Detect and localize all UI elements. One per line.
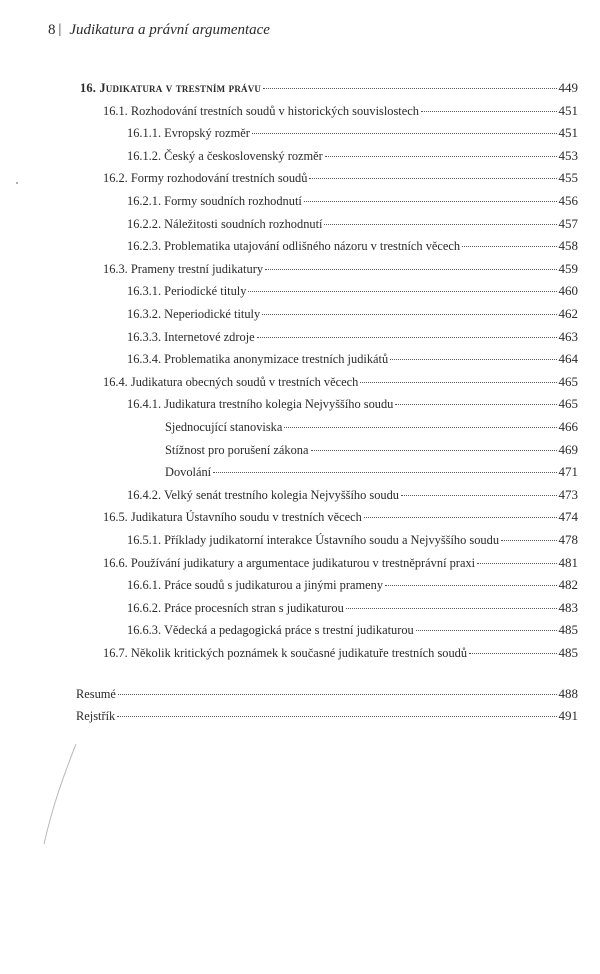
toc-entry (165, 419, 578, 435)
toc-entry-label: 16.2.3. Problematika utajování odlišného názoru v trestních věcech (127, 239, 461, 254)
toc-entry-label: 16. Judikatura v trestním právu (80, 81, 262, 95)
dot-leader (117, 716, 556, 717)
toc-entry (127, 125, 578, 141)
toc-entry-label: 16.4.1. Judikatura trestního kolegia Nejvyššího soudu (127, 397, 394, 412)
toc-entry (103, 645, 578, 661)
dot-leader (248, 291, 556, 292)
toc-entry (127, 283, 578, 299)
toc-entry-page: 485 (558, 622, 578, 638)
toc-entry-page: 478 (558, 532, 578, 547)
toc-entry (127, 532, 578, 548)
toc-entry (103, 374, 578, 390)
dot-leader (390, 359, 556, 360)
toc-entry (127, 193, 578, 209)
toc-entry-label: 16.3. Prameny trestní judikatury (103, 261, 264, 276)
toc-entry-label: 16.1.1. Evropský rozměr (127, 126, 250, 141)
dot-leader (395, 404, 556, 405)
toc-entry-label: 16.2.2. Náležitosti soudních rozhodnutí (127, 216, 323, 231)
dot-leader (252, 133, 557, 134)
toc-entry-page: 474 (558, 509, 578, 525)
toc-entry-page: 463 (558, 328, 578, 344)
toc-entry (127, 238, 578, 254)
toc-entry-page: 465 (558, 396, 578, 412)
toc-entry-label: 16.6.1. Práce soudů s judikaturou a jinými prameny (127, 578, 384, 593)
toc-entry (103, 555, 578, 571)
dot-leader (325, 156, 557, 157)
toc-entry-label: 16.5. Judikatura Ústavního soudu v trestních věcech (103, 510, 362, 525)
toc-entry-page: 473 (558, 486, 578, 502)
book-title: Judikatura a právní argumentace (69, 22, 270, 38)
toc-entry-page: 469 (558, 441, 578, 457)
toc-entry-page: 457 (558, 215, 578, 231)
toc-entry-page: 483 (558, 599, 578, 615)
toc-entry-label: 16.1.2. Český a československý rozměr (127, 148, 323, 163)
toc-entry-page: 459 (558, 260, 578, 276)
toc-entry-label: 16.3.4. Problematika anonymizace trestních judikátů (127, 352, 389, 367)
toc-entry-page: 449 (558, 80, 578, 95)
toc-entry-label: 16.2.1. Formy soudních rozhodnutí (127, 194, 302, 208)
toc-entry-label: 16.3.3. Internetové zdroje (127, 329, 255, 344)
toc-entry-label: 16.2. Formy rozhodování trestních soudů (103, 171, 308, 186)
dot-leader (360, 382, 556, 383)
toc-entry-label: 16.3.2. Neperiodické tituly (127, 307, 261, 321)
dot-leader (118, 694, 557, 695)
toc-entry-label: 16.1. Rozhodování trestních soudů v historických souvislostech (103, 103, 419, 118)
toc-entry-page: 456 (558, 193, 578, 208)
toc-entry-label: 16.7. Několik kritických poznámek k současné judikatuře trestních soudů (103, 646, 468, 660)
toc-entry-page: 481 (558, 554, 578, 570)
toc-entry-page: 485 (558, 645, 578, 660)
toc-entry-label: Sjednocující stanoviska (165, 420, 283, 434)
toc-entry-label: 16.4.2. Velký senát trestního kolegia Nejvyššího soudu (127, 487, 399, 502)
toc-entry (165, 442, 578, 458)
dot-leader (416, 630, 557, 631)
dot-leader (469, 653, 556, 654)
toc-entry (127, 148, 578, 164)
dot-leader (501, 540, 556, 541)
toc-entry (103, 509, 578, 525)
page-number: 8 (48, 22, 56, 38)
toc-entry-label: 16.6. Používání judikatury a argumentace judikaturou v trestněprávní praxi (103, 555, 476, 570)
toc-entry (103, 261, 578, 277)
toc-entry-page: 453 (558, 147, 578, 163)
toc-entry (127, 351, 578, 367)
toc-entry (127, 396, 578, 412)
dot-leader (262, 314, 556, 315)
dot-leader (324, 224, 556, 225)
dot-leader (462, 246, 556, 247)
toc-entry-label: 16.3.1. Periodické tituly (127, 284, 247, 299)
toc-entry (103, 103, 578, 119)
toc-entry-page: 471 (558, 464, 578, 480)
dot-leader (257, 337, 557, 338)
toc-entry (127, 216, 578, 232)
toc-entry (76, 686, 578, 702)
toc-entry-label: 16.6.3. Vědecká a pedagogická práce s trestní judikaturou (127, 623, 414, 638)
dot-leader (263, 88, 556, 89)
dot-leader (265, 269, 556, 270)
toc-entry-label: Dovolání (165, 465, 212, 480)
toc-entry-label: Rejstřík (76, 709, 116, 724)
toc-entry-page: 451 (558, 125, 578, 141)
toc-entry (165, 464, 578, 480)
dot-leader (364, 517, 557, 518)
dot-leader (401, 495, 557, 496)
dot-leader (311, 450, 557, 451)
dot-leader (284, 427, 556, 428)
dot-leader (213, 472, 556, 473)
dot-leader (346, 608, 557, 609)
dot-leader (421, 111, 557, 112)
toc-entry (127, 329, 578, 345)
toc-entry-page: 455 (558, 170, 578, 186)
dot-leader (309, 178, 556, 179)
toc-entry-page: 451 (558, 102, 578, 118)
dot-leader (304, 201, 557, 202)
running-head (48, 20, 270, 40)
toc-entry (80, 80, 578, 96)
toc-entry-label: Stížnost pro porušení zákona (165, 442, 309, 457)
toc-entry-page: 465 (558, 373, 578, 389)
toc-entry (127, 487, 578, 503)
toc-entry-label: 16.5.1. Příklady judikatorní interakce Ústavního soudu a Nejvyššího soudu (127, 533, 500, 547)
toc-entry-page: 491 (558, 708, 578, 724)
toc-entry (103, 170, 578, 186)
toc-entry-page: 464 (558, 351, 578, 367)
toc-entry-label: Resumé (76, 686, 116, 701)
toc-entry-page: 488 (558, 685, 578, 701)
toc-entry (127, 622, 578, 638)
toc-entry (76, 708, 578, 724)
dot-leader (385, 585, 556, 586)
toc-entry-page: 458 (558, 238, 578, 254)
toc-entry-page: 460 (558, 283, 578, 299)
toc-entry-page: 482 (558, 577, 578, 593)
toc-entry-page: 462 (558, 306, 578, 321)
toc-entry-page: 466 (558, 419, 578, 434)
scan-dot (14, 180, 20, 186)
toc-entry-label: 16.4. Judikatura obecných soudů v trestních věcech (103, 374, 359, 389)
toc-entry (127, 306, 578, 322)
toc-entry (127, 600, 578, 616)
dot-leader (477, 563, 556, 564)
toc-entry (127, 577, 578, 593)
header-separator: | (58, 22, 62, 37)
scan-mark (40, 740, 80, 850)
toc-entry-label: 16.6.2. Práce procesních stran s judikaturou (127, 600, 344, 615)
